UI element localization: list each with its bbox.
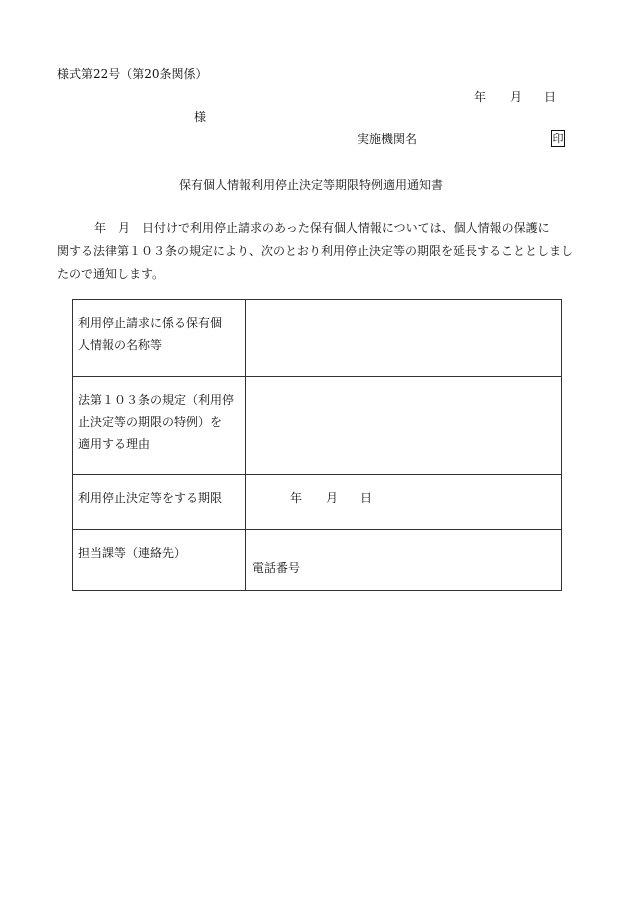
label-line: 利用停止請求に係る保有個: [78, 316, 223, 330]
deadline-day: 日: [360, 491, 373, 505]
row-label-deadline: [73, 475, 246, 530]
deadline-field[interactable]: [246, 475, 562, 530]
contact-field[interactable]: [246, 530, 562, 591]
row-label-reason: [73, 377, 246, 475]
deadline-year: 年: [290, 491, 303, 505]
label-line: 適用する理由: [78, 437, 151, 451]
label-line: 人情報の名称等: [78, 338, 163, 352]
reason-field[interactable]: [246, 377, 562, 475]
org-name-label: 実施機関名: [357, 132, 418, 146]
row-label-contact: [73, 530, 246, 591]
row-label-document-name: [73, 300, 246, 377]
label-line: 止決定等の期限の特例）を: [78, 415, 223, 429]
phone-label: 電話番号: [252, 561, 301, 575]
label-line: 法第１０３条の規定（利用停: [78, 393, 235, 407]
form-number: 様式第22号（第20条関係）: [57, 67, 208, 81]
addressee-suffix: 様: [194, 110, 207, 124]
info-table: [72, 299, 562, 591]
table-row: [73, 300, 562, 377]
table-row: [73, 530, 562, 591]
issue-date: [474, 90, 556, 104]
document-name-field[interactable]: [246, 300, 562, 377]
issue-date-month: 月: [510, 90, 523, 104]
issue-date-year: 年: [474, 90, 487, 104]
table-row: [73, 475, 562, 530]
body-line: 年 月 日付けで利用停止請求のあった保有個人情報については、個人情報の保護に: [94, 221, 550, 235]
body-paragraph: [57, 217, 577, 286]
body-line: たので通知します。: [57, 267, 165, 281]
label-line: 利用停止決定等をする期限: [78, 491, 223, 505]
body-line: 関する法律第１０３条の規定により、次のとおり利用停止決定等の期限を延長することとしまし: [57, 244, 574, 258]
seal-mark: 印: [552, 132, 564, 145]
table-row: [73, 377, 562, 475]
issue-date-day: 日: [544, 90, 557, 104]
deadline-month: 月: [326, 491, 339, 505]
label-line: 担当課等（連絡先）: [78, 546, 187, 560]
deadline-date: [290, 489, 372, 506]
document-title: 保有個人情報利用停止決定等期限特例適用通知書: [179, 178, 444, 192]
